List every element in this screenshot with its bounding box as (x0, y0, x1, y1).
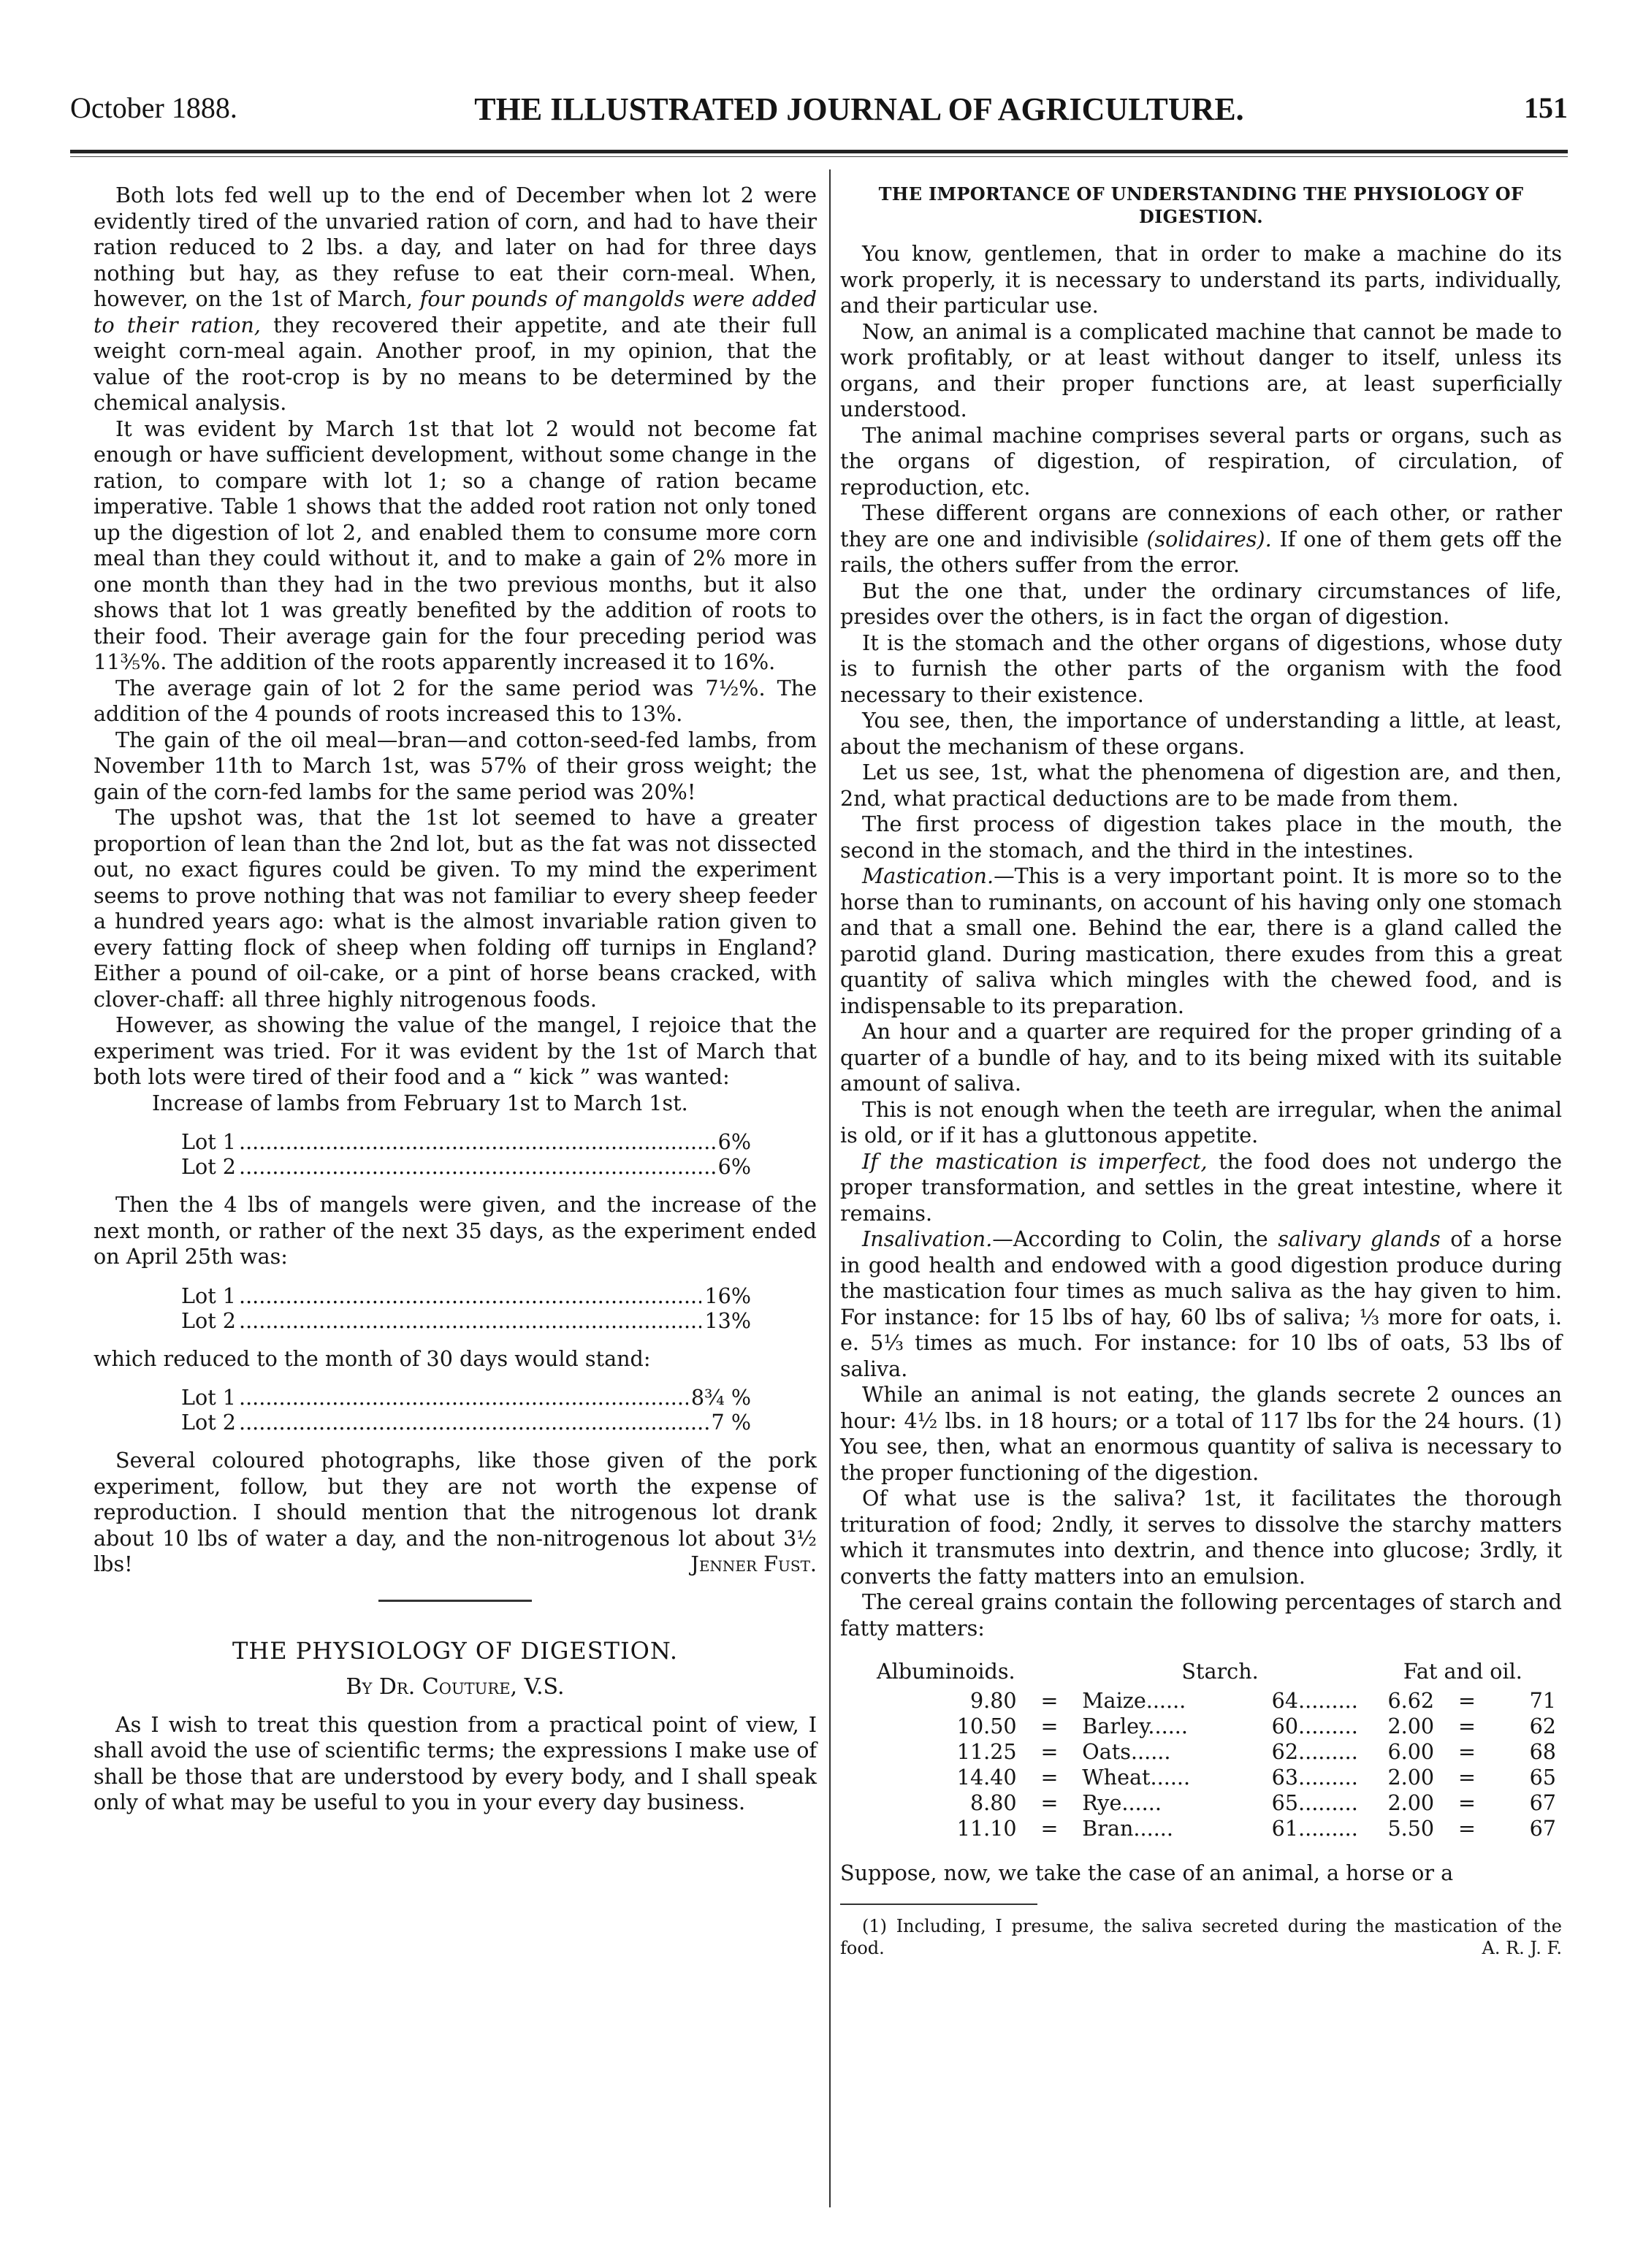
fat-cell: 6.00 (1387, 1738, 1435, 1764)
paragraph: If the mastication is imperfect, the food does not undergo the proper transformation, and settles in the great intestine, where it remains. (840, 1148, 1562, 1226)
table-row (869, 1765, 1562, 1790)
lot-row: Lot 1 ..... 16% (181, 1283, 751, 1308)
page-header (70, 86, 1568, 130)
table-row (869, 1816, 1562, 1841)
header-rule-thin (70, 156, 1568, 157)
lot-list-35-days (181, 1283, 751, 1333)
total-cell: 67 (1529, 1790, 1556, 1815)
paragraph: This is not enough when the teeth are irregular, when the animal is old, or if it has a gluttonous appetite. (840, 1096, 1562, 1148)
total-cell: 67 (1529, 1815, 1556, 1841)
paragraph: While an animal is not eating, the glands secrete 2 ounces an hour: 4½ lbs. in 18 hours; or a total of 117 lbs for the 24 hours. (1) You see, then, what an enormous quantity of saliva is necessary to the proper functioning of the digestion. (840, 1382, 1562, 1485)
table-row (869, 1714, 1562, 1739)
grain-cell: Oats...... (1082, 1738, 1171, 1764)
lot-row: Lot 2 ..... 7 % (181, 1410, 751, 1435)
fat-cell: 5.50 (1387, 1815, 1435, 1841)
header-rule (70, 150, 1568, 153)
paragraph: Of what use is the saliva? 1st, it facilitates the thorough trituration of food; 2ndly, it serves to dissolve the starchy matters which it transmutes into dextrin, and thence into glucose; 3rdly, it converts the fatty matters into an emulsion. (840, 1486, 1562, 1589)
equals-cell: = (1457, 1687, 1476, 1713)
starch-cell: 64......... (1271, 1687, 1358, 1713)
starch-cell: 61......... (1271, 1815, 1358, 1841)
paragraph: Insalivation.—According to Colin, the salivary glands of a horse in good health and endowed with a good digestion produce during the mastication four times as much saliva as the hay given to him. For instance: for 15 lbs of hay, 60 lbs of saliva; ⅓ more for oats, i. e. 5⅓ times as much. For instance: for 10 lbs of oats, 53 lbs of saliva. (840, 1226, 1563, 1381)
equals-cell: = (1040, 1790, 1059, 1815)
starch-cell: 65......... (1271, 1790, 1358, 1815)
total-cell: 71 (1529, 1687, 1556, 1713)
lot-list-30-days (181, 1385, 751, 1435)
right-column (840, 183, 1562, 1959)
equals-cell: = (1457, 1815, 1476, 1841)
table-body (869, 1688, 1562, 1841)
table-row (869, 1790, 1562, 1816)
grain-cell: Bran...... (1082, 1815, 1173, 1841)
equals-cell: = (1040, 1815, 1059, 1841)
paragraph: Several coloured photographs, like those given of the pork experiment, follow, but they are not worth the expense of reproduction. I should mention that the nitrogenous lot drank about 10 lbs of water a day, and the non-nitrogenous lot about 3½ lbs! Jenner Fust. (94, 1448, 817, 1576)
paragraph: Let us see, 1st, what the phenomena of digestion are, and then, 2nd, what practical deductions are to be made from them. (840, 760, 1562, 811)
paragraph: Increase of lambs from February 1st to March 1st. (152, 1090, 688, 1115)
paragraph: However, as showing the value of the mangel, I rejoice that the experiment was tried. For it was evident by the 1st of March that both lots were tired of their food and a “ kick ” was wanted: (94, 1012, 817, 1089)
header-page-number: 151 (1524, 91, 1568, 124)
equals-cell: = (1457, 1713, 1476, 1738)
total-cell: 65 (1529, 1764, 1556, 1790)
fat-cell: 2.00 (1387, 1790, 1435, 1815)
paragraph: An hour and a quarter are required for the proper grinding of a quarter of a bundle of hay, and to its being mixed with its suitable amount of saliva. (840, 1019, 1562, 1096)
paragraph: Mastication.—This is a very important point. It is more so to the horse than to ruminants, on account of his having only one stomach and that a small one. Behind the ear, there is a gland called the parotid gland. During mastication, there exudes from this a great quantity of saliva which mingles with the chewed food, and is indispensable to its preparation. (840, 863, 1562, 1018)
paragraph: The upshot was, that the 1st lot seemed to have a greater proportion of lean than the 2nd lot, but as the fat was not dissected out, no exact figures could be given. To my mind the experiment seems to prove nothing that was not familiar to every sheep feeder a hundred years ago: what is the almost invariable ration given to every fatting flock of sheep when folding off turnips in England? Either a pound of oil-cake, or a pint of horse beans cracked, with clover-chaff: all three highly nitrogenous foods. (94, 805, 817, 1012)
paragraph: The cereal grains contain the following percentages of starch and fatty matters: (840, 1589, 1562, 1641)
albuminoids-cell: 11.10 (956, 1815, 1017, 1841)
paragraph: The animal machine comprises several parts or organs, such as the organs of digestion, of respiration, of circulation, of reproduction, etc. (840, 422, 1562, 500)
paragraph: Both lots fed well up to the end of December when lot 2 were evidently tired of the unvaried ration of corn, and had to have their ration reduced to 2 lbs. a day, and later on had for three days nothing but hay, as they refuse to eat their corn-meal. When, however, on the 1st of March, four pounds of mangolds were added to their ration, they recovered their appetite, and ate their full weight corn-meal again. Another proof, in my opinion, that the value of the root-crop is by no means to be determined by the chemical analysis. (94, 183, 818, 415)
author-signature: Jenner Fust. (690, 1551, 817, 1576)
equals-cell: = (1040, 1687, 1059, 1713)
lot-list-feb (181, 1129, 751, 1179)
table-row (869, 1739, 1562, 1765)
paragraph: Then the 4 lbs of mangels were given, and the increase of the next month, or rather of the next 35 days, as the experiment ended on April 25th was: (94, 1192, 817, 1269)
section-heading: THE IMPORTANCE OF UNDERSTANDING THE PHYSIOLOGY OF DIGESTION. (878, 183, 1524, 227)
equals-cell: = (1040, 1713, 1059, 1738)
albuminoids-cell: 14.40 (956, 1764, 1017, 1790)
article-byline: By Dr. Couture, V.S. (346, 1674, 565, 1700)
footnote: (1) Including, I presume, the saliva secreted during the mastication of the food. A. R. J. F. (840, 1916, 1562, 1958)
column-header-fat: Fat and oil. (1403, 1659, 1522, 1684)
equals-cell: = (1040, 1738, 1059, 1764)
fat-cell: 2.00 (1387, 1713, 1435, 1738)
paragraph: The average gain of lot 2 for the same period was 7½%. The addition of the 4 pounds of roots increased this to 13%. (94, 675, 817, 726)
starch-cell: 62......... (1271, 1738, 1358, 1764)
albuminoids-cell: 10.50 (956, 1713, 1017, 1738)
table-row (869, 1688, 1562, 1714)
lot-row: Lot 2 ..... 6% (181, 1154, 751, 1179)
starch-cell: 60......... (1271, 1713, 1358, 1738)
lot-row: Lot 1 ..... 6% (181, 1129, 751, 1154)
lot-row: Lot 2 ..... 13% (181, 1308, 751, 1333)
header-date: October 1888. (70, 91, 237, 124)
albuminoids-cell: 8.80 (969, 1790, 1017, 1815)
cereal-grains-table (869, 1659, 1562, 1841)
paragraph: You see, then, the importance of understanding a little, at least, about the mechanism of these organs. (840, 708, 1562, 759)
total-cell: 68 (1529, 1738, 1556, 1764)
paragraph: Now, an animal is a complicated machine that cannot be made to work profitably, or at least without danger to itself, unless its organs, and their proper functions are, at least superficially understood. (840, 318, 1562, 421)
paragraph: These different organs are connexions of each other, or rather they are one and indivisible (solidaires). If one of them gets off the rails, the others suffer from the error. (840, 500, 1563, 577)
albuminoids-cell: 11.25 (956, 1738, 1017, 1764)
paragraph: It is the stomach and the other organs of digestions, whose duty is to furnish the other parts of the organism with the food necessary to their existence. (840, 630, 1562, 707)
paragraph: As I wish to treat this question from a practical point of view, I shall avoid the use of scientific terms; the expressions I make use of shall be those that are understood by every body, and I shall speak only of what may be useful to you in your every day business. (94, 1711, 817, 1814)
lot-row: Lot 1 ..... 8¾ % (181, 1385, 751, 1410)
albuminoids-cell: 9.80 (969, 1687, 1017, 1713)
column-header-albuminoids: Albuminoids. (877, 1659, 1015, 1684)
grain-cell: Barley...... (1082, 1713, 1188, 1738)
paragraph: It was evident by March 1st that lot 2 would not become fat enough or have sufficient development, without some change in the ration, to compare with lot 1; so a change of ration became imperative. Table 1 shows that the added root ration not only toned up the digestion of lot 2, and enabled them to consume more corn meal than they could without it, and to make a gain of 2% more in one month than they had in the two previous months, but it also shows that lot 1 was greatly benefited by the addition of roots to their food. Their average gain for the four preceding period was 11⅗%. The addition of the roots apparently increased it to 16%. (94, 416, 817, 674)
equals-cell: = (1457, 1738, 1476, 1764)
equals-cell: = (1040, 1764, 1059, 1790)
total-cell: 62 (1529, 1713, 1556, 1738)
paragraph: which reduced to the month of 30 days would stand: (94, 1345, 651, 1371)
left-column (94, 183, 817, 1816)
equals-cell: = (1457, 1790, 1476, 1815)
paragraph: But the one that, under the ordinary circumstances of life, presides over the others, is in fact the organ of digestion. (840, 578, 1562, 629)
article-title: THE PHYSIOLOGY OF DIGESTION. (232, 1636, 678, 1665)
fat-cell: 2.00 (1387, 1764, 1435, 1790)
grain-cell: Maize...... (1082, 1687, 1186, 1713)
paragraph: You know, gentlemen, that in order to make a machine do its work properly, it is necessary to understand its parts, individually, and their particular use. (840, 241, 1562, 318)
header-journal-title: THE ILLUSTRATED JOURNAL OF AGRICULTURE. (474, 91, 1244, 127)
equals-cell: = (1457, 1764, 1476, 1790)
starch-cell: 63......... (1271, 1764, 1358, 1790)
paragraph: The gain of the oil meal—bran—and cotton-seed-fed lambs, from November 11th to March 1st, was 57% of their gross weight; the gain of the corn-fed lambs for the same period was 20%! (94, 727, 817, 804)
paragraph: Suppose, now, we take the case of an animal, a horse or a (840, 1860, 1454, 1885)
section-rule (378, 1600, 532, 1602)
grain-cell: Wheat...... (1082, 1764, 1191, 1790)
column-header-starch: Starch. (1181, 1659, 1259, 1684)
column-divider (829, 169, 831, 2207)
footnote-signature: A. R. J. F. (1482, 1938, 1562, 1958)
footnote-rule (840, 1904, 1037, 1905)
grain-cell: Rye...... (1082, 1790, 1162, 1815)
fat-cell: 6.62 (1387, 1687, 1435, 1713)
table-header-row (869, 1659, 1562, 1688)
paragraph: The first process of digestion takes place in the mouth, the second in the stomach, and the third in the intestines. (840, 812, 1562, 863)
